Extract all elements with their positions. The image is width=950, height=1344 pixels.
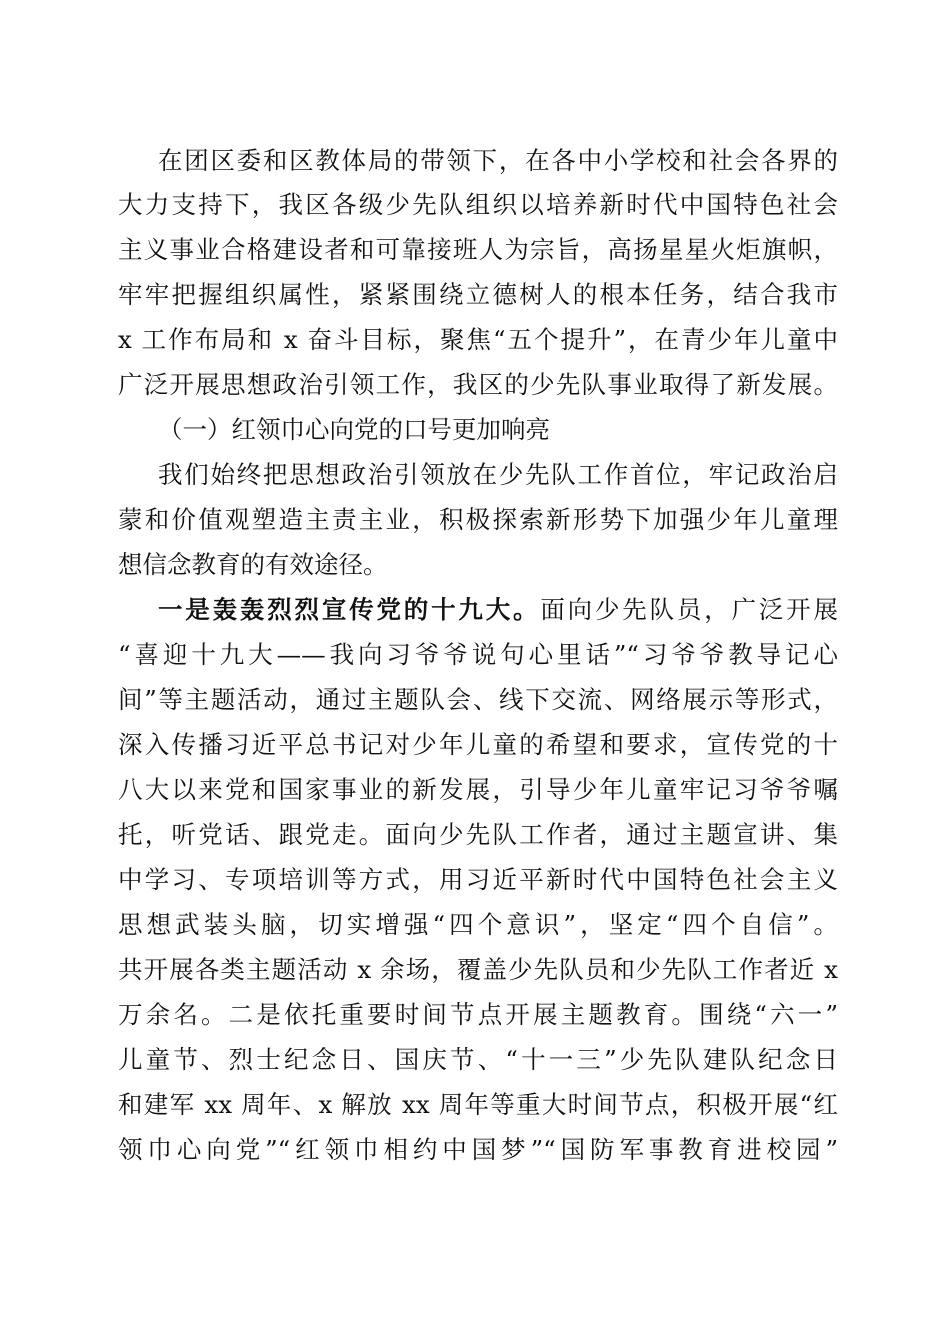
paragraph-line: 想信念教育的有效途径。: [118, 550, 388, 579]
paragraph-line: 蒙和价值观塑造主责主业，积极探索新形势下加强少年儿童理: [118, 505, 838, 534]
bold-lead-text: 一是轰轰烈烈宣传党的十九大。: [158, 595, 541, 624]
paragraph-line: 深入传播习近平总书记对少年儿童的希望和要求，宣传党的十: [118, 730, 838, 759]
section-heading: （一）红领巾心向党的口号更加响亮: [158, 415, 550, 444]
paragraph-text: 面向少先队员，广泛开展: [540, 595, 838, 624]
paragraph-line: 八大以来党和国家事业的新发展，引导少年儿童牢记习爷爷嘱: [118, 775, 838, 804]
paragraph-line: 大力支持下，我区各级少先队组织以培养新时代中国特色社会: [118, 190, 838, 219]
paragraph-line: 广泛开展思想政治引领工作，我区的少先队事业取得了新发展。: [118, 370, 838, 399]
paragraph-first-line: [158, 590, 838, 630]
paragraph-line: 托，听党话、跟党走。面向少先队工作者，通过主题宣讲、集: [118, 820, 838, 849]
paragraph-line: 我们始终把思想政治引领放在少先队工作首位，牢记政治启: [158, 460, 838, 489]
paragraph-line: 思想武装头脑，切实增强“四个意识”，坚定“四个自信”。: [118, 910, 838, 939]
paragraph-line: 和建军 xx 周年、x 解放 xx 周年等重大时间节点，积极开展“红: [118, 1090, 838, 1119]
paragraph-line: 在团区委和区教体局的带领下，在各中小学校和社会各界的: [158, 146, 838, 175]
paragraph-line: 万余名。二是依托重要时间节点开展主题教育。围绕“六一”: [118, 1000, 838, 1029]
paragraph-line: 共开展各类主题活动 x 余场，覆盖少先队员和少先队工作者近 x: [118, 955, 838, 984]
paragraph-line: x 工作布局和 x 奋斗目标，聚焦“五个提升”，在青少年儿童中: [118, 325, 838, 354]
paragraph-line: 牢牢把握组织属性，紧紧围绕立德树人的根本任务，结合我市: [118, 280, 838, 309]
paragraph-line: 主义事业合格建设者和可靠接班人为宗旨，高扬星星火炬旗帜，: [118, 235, 838, 264]
paragraph-line: “喜迎十九大——我向习爷爷说句心里话”“习爷爷教导记心: [118, 640, 838, 669]
paragraph-line: 中学习、专项培训等方式，用习近平新时代中国特色社会主义: [118, 865, 838, 894]
paragraph-line: 间”等主题活动，通过主题队会、线下交流、网络展示等形式，: [118, 685, 838, 714]
paragraph-line: 儿童节、烈士纪念日、国庆节、“十一三”少先队建队纪念日: [118, 1045, 838, 1074]
paragraph-line: 领巾心向党”“红领巾相约中国梦”“国防军事教育进校园”: [118, 1135, 838, 1164]
